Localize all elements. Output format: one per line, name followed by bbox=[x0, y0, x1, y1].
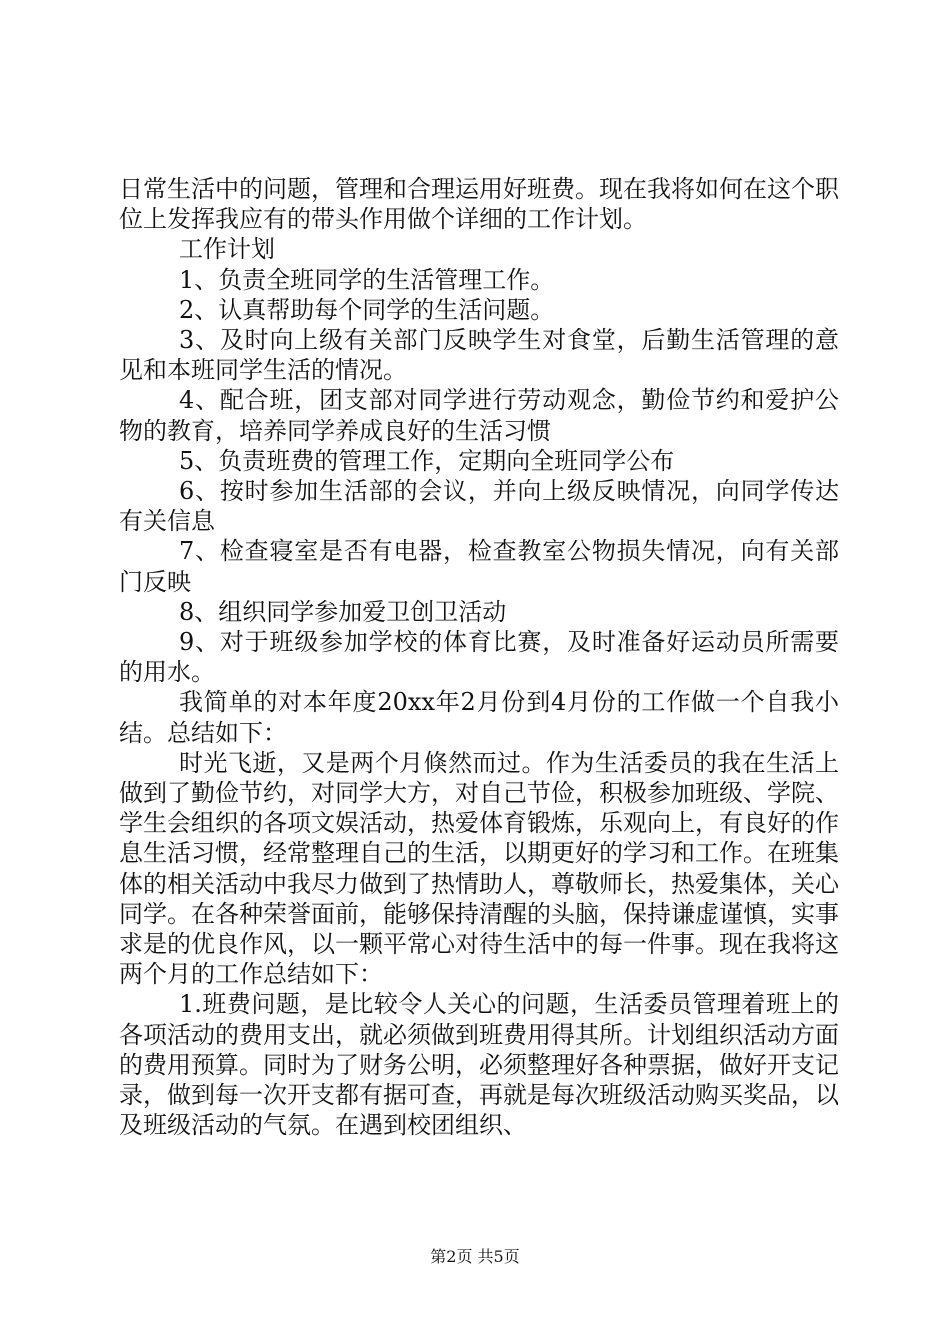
paragraph-continuation: 日常生活中的问题，管理和合理运用好班费。现在我将如何在这个职位上发挥我应有的带头作用做个详细的工作计划。 bbox=[119, 175, 839, 234]
document-body bbox=[119, 174, 839, 1141]
plan-item-6: 6、按时参加生活部的会议，并向上级反映情况，向同学传达有关信息 bbox=[119, 477, 839, 536]
plan-item-7: 7、检查寝室是否有电器，检查教室公物损失情况，向有关部门反映 bbox=[119, 537, 839, 596]
plan-item-9: 9、对于班级参加学校的体育比赛，及时准备好运动员所需要的用水。 bbox=[119, 628, 839, 687]
plan-item-2: 2、认真帮助每个同学的生活问题。 bbox=[179, 295, 555, 324]
summary-intro: 我简单的对本年度20xx年2月份到4月份的工作做一个自我小结。总结如下： bbox=[119, 688, 839, 747]
plan-item-8: 8、组织同学参加爱卫创卫活动 bbox=[179, 597, 507, 626]
page-number-footer: 第2页 共5页 bbox=[430, 1247, 520, 1266]
plan-item-5: 5、负责班费的管理工作，定期向全班同学公布 bbox=[179, 446, 675, 475]
summary-paragraph: 时光飞逝，又是两个月倏然而过。作为生活委员的我在生活上做到了勤俭节约，对同学大方，对自己节俭，积极参加班级、学院、学生会组织的各项文娱活动，热爱体育锻炼，乐观向上，有良好的作息生活习惯，经常整理自己的生活，以期更好的学习和工作。在班集体的相关活动中我尽力做到了热情助人，尊敬师长，热爱集体，关心同学。在各种荣誉面前，能够保持清醒的头脑，保持谦虚谨慎，实事求是的优良作风，以一颗平常心对待生活中的每一件事。现在我将这两个月的工作总结如下： bbox=[119, 748, 839, 989]
plan-item-3: 3、及时向上级有关部门反映学生对食堂，后勤生活管理的意见和本班同学生活的情况。 bbox=[119, 326, 839, 385]
summary-item-1: 1.班费问题，是比较令人关心的问题，生活委员管理着班上的各项活动的费用支出，就必须做到班费用得其所。计划组织活动方面的费用预算。同时为了财务公明，必须整理好各种票据，做好开支记录，做到每一次开支都有据可查，再就是每次班级活动购买奖品，以及班级活动的气氛。在遇到校团组织、 bbox=[119, 990, 839, 1140]
plan-item-1: 1、负责全班同学的生活管理工作。 bbox=[179, 265, 555, 294]
section-heading-work-plan: 工作计划 bbox=[179, 235, 275, 264]
plan-item-4: 4、配合班，团支部对同学进行劳动观念，勤俭节约和爱护公物的教育，培养同学养成良好的生活习惯 bbox=[119, 386, 839, 445]
